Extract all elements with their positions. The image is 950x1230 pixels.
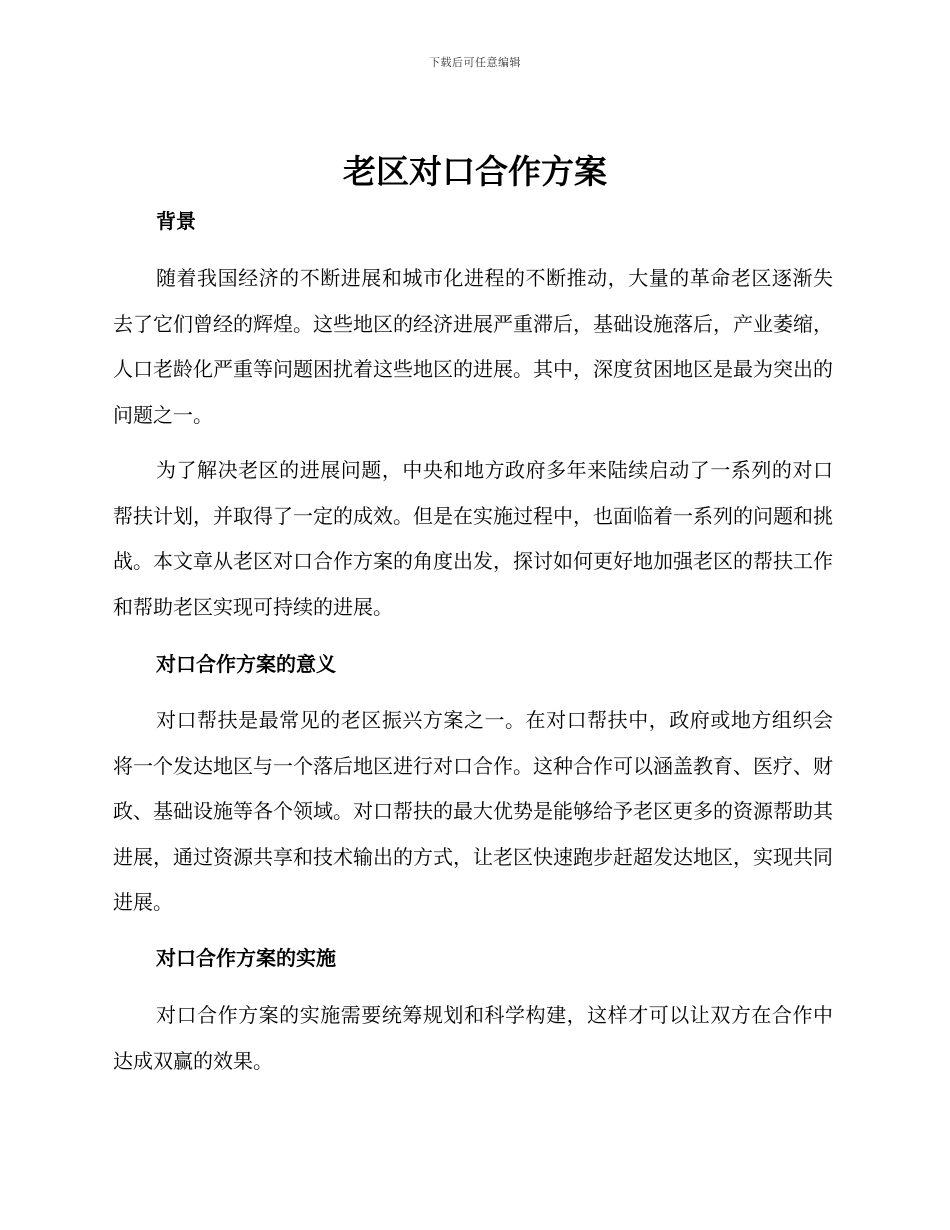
section-heading-background: 背景 [156, 209, 196, 233]
paragraph-implementation-1: 对口合作方案的实施需要统筹规划和科学构建，这样才可以让双方在合作中达成双赢的效果。 [113, 1003, 833, 1073]
header-note: 下载后可任意编辑 [429, 56, 521, 69]
paragraph-background-1: 随着我国经济的不断进展和城市化进程的不断推动，大量的革命老区逐渐失去了它们曾经的辉煌。这些地区的经济进展严重滞后，基础设施落后，产业萎缩，人口老龄化严重等问题困扰着这些地区的进展。其中，深度贫困地区是最为突出的问题之一。 [113, 266, 833, 427]
document-title: 老区对口合作方案 [343, 152, 607, 191]
paragraph-background-2: 为了解决老区的进展问题，中央和地方政府多年来陆续启动了一系列的对口帮扶计划，并取得了一定的成效。但是在实施过程中，也面临着一系列的问题和挑战。本文章从老区对口合作方案的角度出发，探讨如何更好地加强老区的帮扶工作和帮助老区实现可持续的进展。 [113, 458, 833, 619]
paragraph-significance-1: 对口帮扶是最常见的老区振兴方案之一。在对口帮扶中，政府或地方组织会将一个发达地区与一个落后地区进行对口合作。这种合作可以涵盖教育、医疗、财政、基础设施等各个领域。对口帮扶的最大优势是能够给予老区更多的资源帮助其进展，通过资源共享和技术输出的方式，让老区快速跑步赶超发达地区，实现共同进展。 [113, 708, 833, 914]
section-heading-significance: 对口合作方案的意义 [156, 652, 336, 676]
section-heading-implementation: 对口合作方案的实施 [156, 946, 336, 970]
